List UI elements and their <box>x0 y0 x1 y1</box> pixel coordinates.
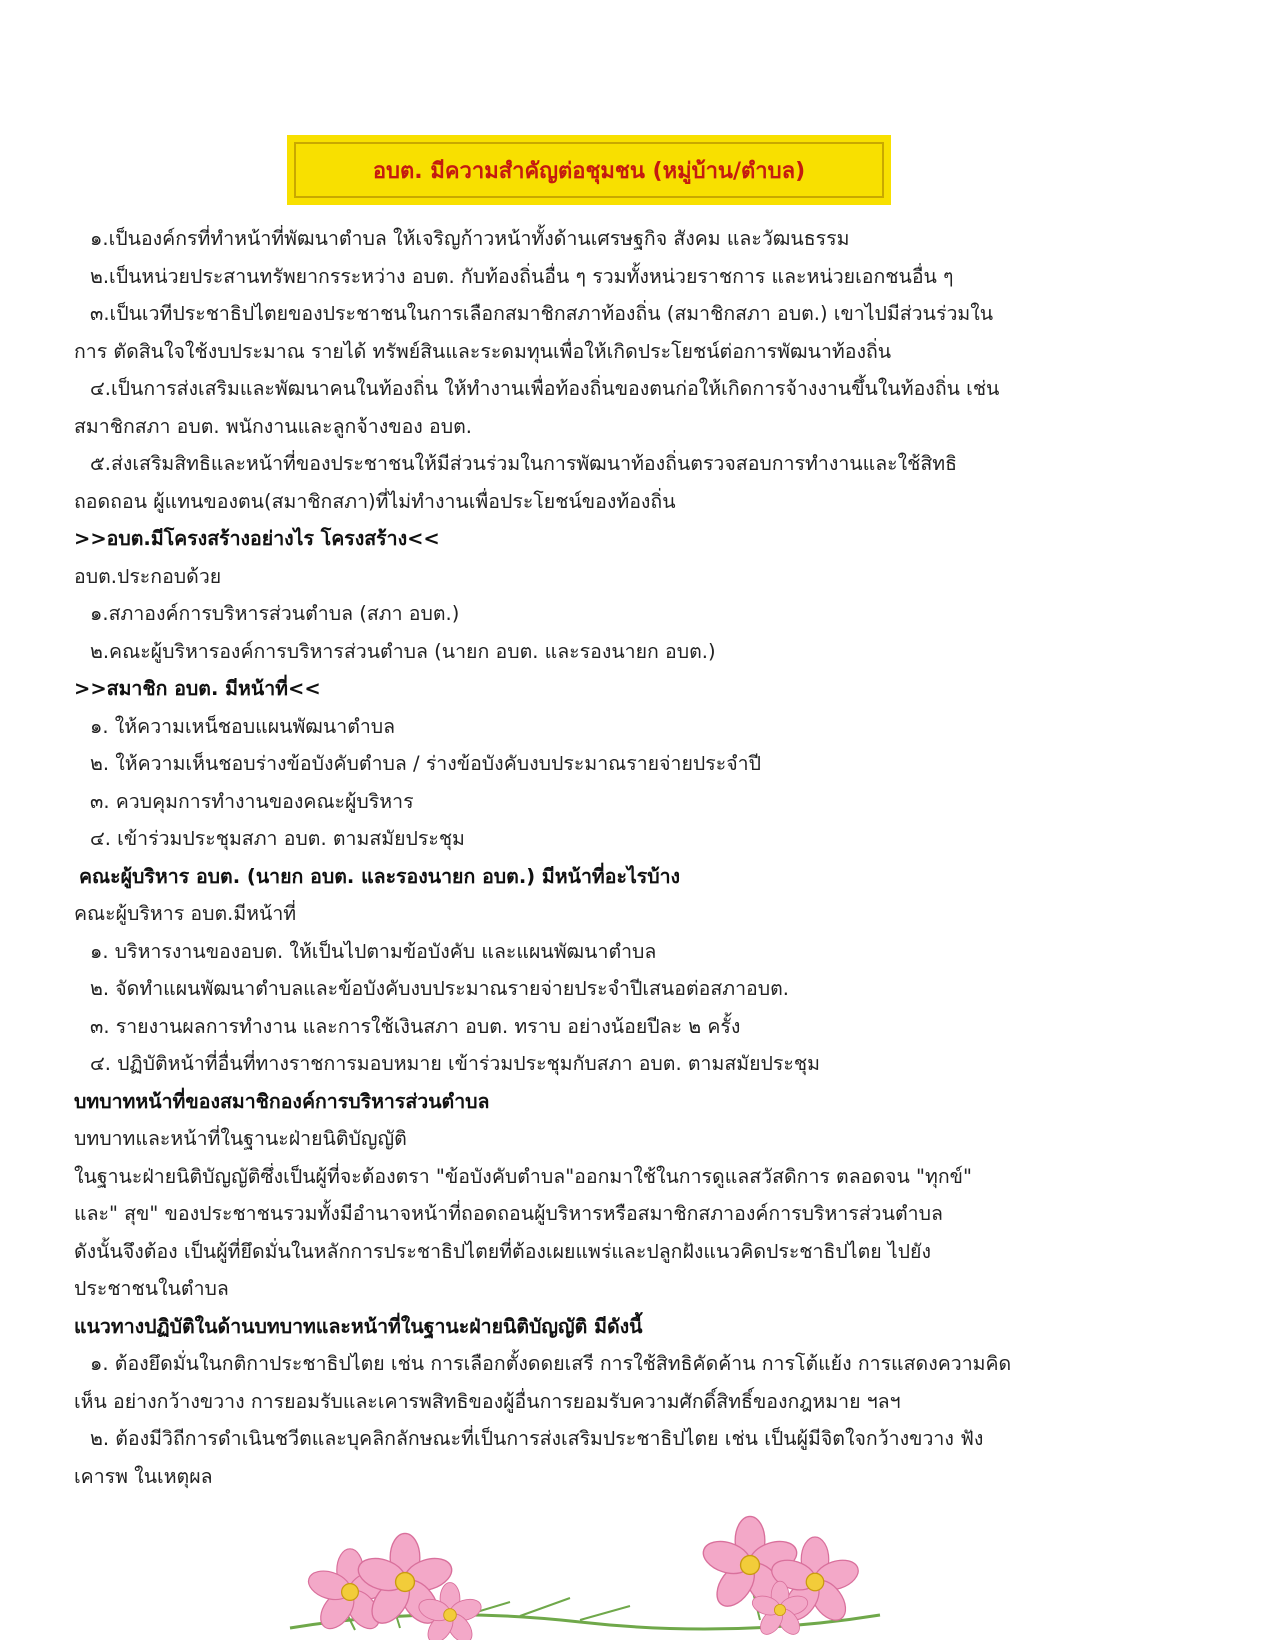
paragraph-line: ถอดถอน ผู้แทนของตน(สมาชิกสภา)ที่ไม่ทำงานเพื่อประโยชน์ของท้องถิ่น <box>74 489 676 513</box>
paragraph-line: เห็น อย่างกว้างขวาง การยอมรับและเคารพสิทธิของผู้อื่นการยอมรับความศักดิ์สิทธิ์ของกฎหมาย ฯลฯ <box>74 1389 901 1413</box>
paragraph-line: ๕.ส่งเสริมสิทธิและหน้าที่ของประชาชนให้มีส่วนร่วมในการพัฒนาท้องถิ่นตรวจสอบการทำงานและใช้สิทธิ <box>90 452 958 475</box>
page-title: อบต. มีความสำคัญต่อชุมชน (หมู่บ้าน/ตำบล) <box>372 158 806 184</box>
list-item: ๑. บริหารงานของอบต. ให้เป็นไปตามข้อบังคับ และแผนพัฒนาตำบล <box>90 939 657 963</box>
paragraph-line: ๔.เป็นการส่งเสริมและพัฒนาคนในท้องถิ่น ให้ทำงานเพื่อท้องถิ่นของตนก่อให้เกิดการจ้างงานขึ้นในท้องถิ่น เช่น <box>90 377 1000 400</box>
paragraph-line: ๒.เป็นหน่วยประสานทรัพยากรระหว่าง อบต. กับท้องถิ่นอื่น ๆ รวมทั้งหน่วยราชการ และหน่วยเอกชนอื่น ๆ <box>90 264 954 288</box>
list-item: ๑. ให้ความเหน็ชอบแผนพัฒนาตำบล <box>90 714 396 738</box>
list-item: ๔. ปฏิบัติหน้าที่อื่นที่ทางราชการมอบหมาย เข้าร่วมประชุมกับสภา อบต. ตามสมัยประชุม <box>90 1052 820 1075</box>
paragraph-line: ๑.เป็นองค์กรที่ทำหน้าที่พัฒนาตำบล ให้เจริญก้าวหน้าทั้งด้านเศรษฐกิจ สังคม และวัฒนธรรม <box>90 227 850 250</box>
paragraph-line: ประชาชนในตำบล <box>74 1277 229 1300</box>
paragraph-line: ๓.เป็นเวทีประชาธิปไตยของประชาชนในการเลือกสมาชิกสภาท้องถิ่น (สมาชิกสภา อบต.) เขาไปมีส่วนร่วมใน <box>90 302 994 325</box>
list-item: ๑. ต้องยึดมั่นในกติกาประชาธิปไตย เช่น การเลือกตั้งดดยเสรี การใช้สิทธิคัดค้าน การโต้แย้ง การแสดงความคิด <box>90 1352 1012 1375</box>
section-heading: >>อบต.มีโครงสร้างอย่างไร โครงสร้าง<< <box>74 527 440 550</box>
list-item: ๔. เข้าร่วมประชุมสภา อบต. ตามสมัยประชุม <box>90 827 465 850</box>
section-heading: แนวทางปฏิบัติในด้านบทบาทและหน้าที่ในฐานะฝ่ายนิติบัญญัติ มีดังนี้ <box>74 1314 643 1338</box>
list-item: ๓. ควบคุมการทำงานของคณะผู้บริหาร <box>90 789 414 813</box>
paragraph-line: ดังนั้นจึงต้อง เป็นผู้ที่ยึดมั่นในหลักการประชาธิปไตยที่ต้องเผยแพร่และปลูกฝังแนวคิดประชาธิปไตย ไปยัง <box>74 1239 932 1263</box>
paragraph-line: สมาชิกสภา อบต. พนักงานและลูกจ้างของ อบต. <box>74 414 472 438</box>
list-item: ๒. ต้องมีวิถีการดำเนินชวีตและบุคลิกลักษณะที่เป็นการส่งเสริมประชาธิปไตย เช่น เป็นผู้มีจิตใจกว้างขวาง ฟัง <box>90 1427 984 1450</box>
list-item: ๑.สภาองค์การบริหารส่วนตำบล (สภา อบต.) <box>90 602 460 625</box>
list-item: ๒. ให้ความเห็นชอบร่างข้อบังคับตำบล / ร่างข้อบังคับงบประมาณรายจ่ายประจำปี <box>90 752 761 775</box>
section-heading: บทบาทหน้าที่ของสมาชิกองค์การบริหารส่วนตำบล <box>74 1089 490 1113</box>
title-banner <box>287 135 891 205</box>
paragraph-line: ในฐานะฝ่ายนิติบัญญัติซึ่งเป็นผู้ที่จะต้องตรา "ข้อบังคับตำบล"ออกมาใช้ในการดูแลสวัสดิการ ตลอดจน "ทุกข์" <box>74 1164 972 1188</box>
flower-decoration-icon <box>280 1510 890 1640</box>
paragraph-line: การ ตัดสินใจใช้งบประมาณ รายได้ ทรัพย์สินและระดมทุนเพื่อให้เกิดประโยชน์ต่อการพัฒนาท้องถิ่น <box>74 339 892 363</box>
paragraph-line: และ" สุข" ของประชาชนรวมทั้งมีอำนาจหน้าที่ถอดถอนผู้บริหารหรือสมาชิกสภาองค์การบริหารส่วนตำบล <box>74 1202 943 1225</box>
section-heading: >>สมาชิก อบต. มีหน้าที่<< <box>74 677 321 700</box>
document-body <box>74 220 1074 1495</box>
title-frame <box>294 142 884 198</box>
paragraph-line: บทบาทและหน้าที่ในฐานะฝ่ายนิติบัญญัติ <box>74 1127 407 1150</box>
paragraph-line: คณะผู้บริหาร อบต.มีหน้าที่ <box>74 902 297 925</box>
paragraph-line: อบต.ประกอบด้วย <box>74 564 222 588</box>
list-item: ๒.คณะผู้บริหารองค์การบริหารส่วนตำบล (นายก อบต. และรองนายก อบต.) <box>90 639 716 663</box>
paragraph-line: เคารพ ในเหตุผล <box>74 1464 213 1488</box>
list-item: ๒. จัดทำแผนพัฒนาตำบลและข้อบังคับงบประมาณรายจ่ายประจำปีเสนอต่อสภาอบต. <box>90 977 790 1000</box>
section-heading: คณะผู้บริหาร อบต. (นายก อบต. และรองนายก อบต.) มีหน้าที่อะไรบ้าง <box>79 864 681 888</box>
list-item: ๓. รายงานผลการทำงาน และการใช้เงินสภา อบต. ทราบ อย่างน้อยปีละ ๒ ครั้ง <box>90 1014 741 1038</box>
